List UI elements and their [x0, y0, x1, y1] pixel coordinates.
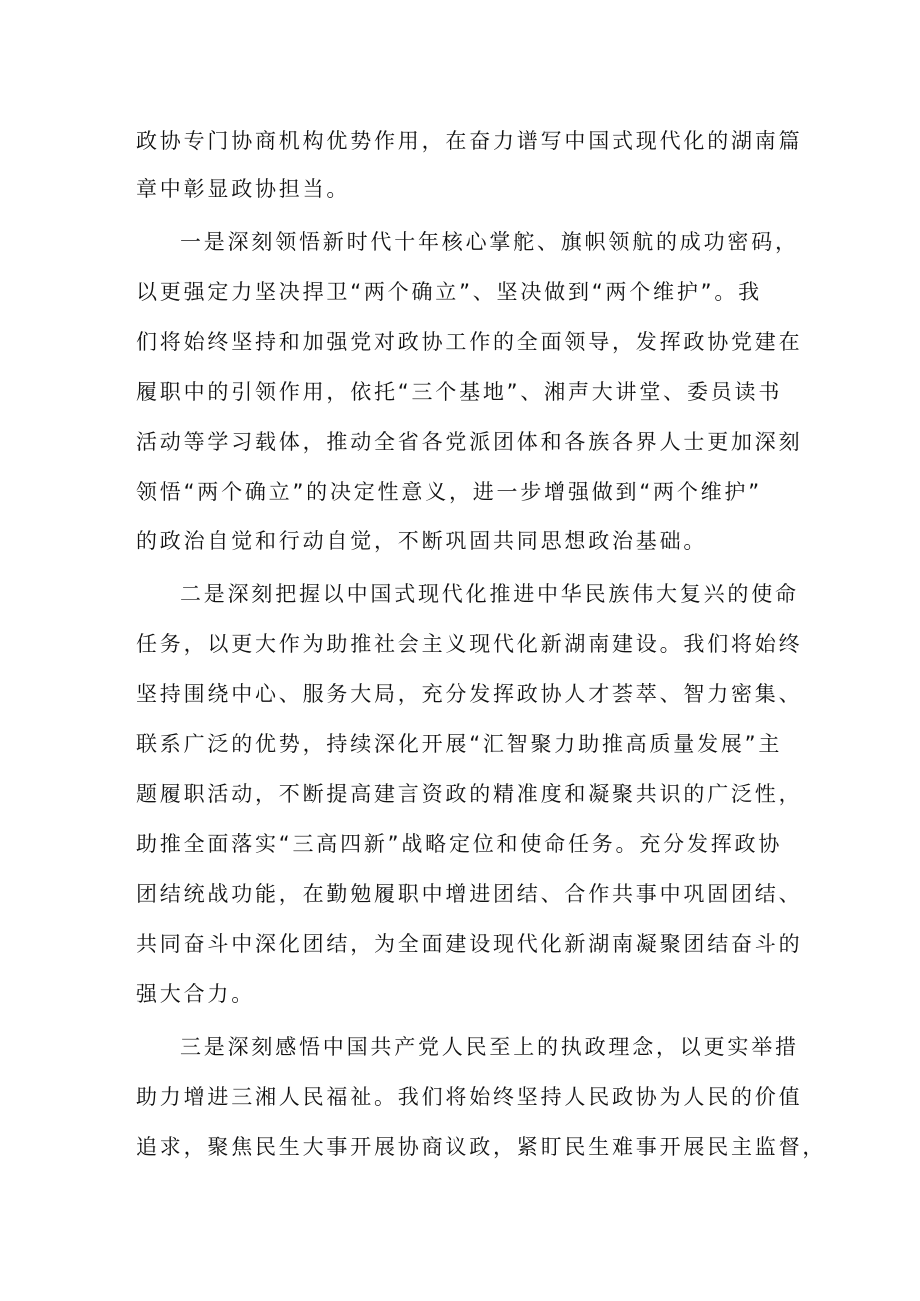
paragraph-3-line-8: 共同奋斗中深化团结，为全面建设现代化新湖南凝聚团结奋斗的 — [136, 932, 803, 956]
paragraph-4-line-3: 追求，聚焦民生大事开展协商议政，紧盯民生难事开展民主监督， — [136, 1135, 827, 1159]
paragraph-2-line-2: 以更强定力坚决捍卫“两个确立”、坚决做到“两个维护”。我 — [136, 280, 762, 304]
paragraph-1-line-2: 章中彰显政协担当。 — [136, 177, 351, 201]
paragraph-3-line-3: 坚持围绕中心、服务大局，充分发挥政协人才荟萃、智力密集、 — [136, 682, 803, 706]
paragraph-3-line-4: 联系广泛的优势，持续深化开展“汇智聚力助推高质量发展”主 — [136, 732, 783, 756]
paragraph-2-line-7: 的政治自觉和行动自觉，不断巩固共同思想政治基础。 — [136, 529, 708, 553]
paragraph-3-line-2: 任务，以更大作为助推社会主义现代化新湖南建设。我们将始终 — [136, 632, 803, 656]
paragraph-4-line-1: 三是深刻感悟中国共产党人民至上的执政理念，以更实举措 — [180, 1035, 799, 1059]
paragraph-2-line-6: 领悟“两个确立”的决定性意义，进一步增强做到“两个维护” — [136, 480, 762, 504]
paragraph-3-line-1: 二是深刻把握以中国式现代化推进中华民族伟大复兴的使命 — [180, 582, 799, 606]
paragraph-3-line-6: 助推全面落实“三高四新”战略定位和使命任务。充分发挥政协 — [136, 832, 783, 856]
paragraph-2-line-3: 们将始终坚持和加强党对政协工作的全面领导，发挥政协党建在 — [136, 330, 803, 354]
paragraph-3-line-9: 强大合力。 — [136, 982, 255, 1006]
paragraph-4-line-2: 助力增进三湘人民福祉。我们将始终坚持人民政协为人民的价值 — [136, 1085, 803, 1109]
paragraph-2-line-5: 活动等学习载体，推动全省各党派团体和各族各界人士更加深刻 — [136, 430, 803, 454]
paragraph-3-line-7: 团结统战功能，在勤勉履职中增进团结、合作共事中巩固团结、 — [136, 882, 803, 906]
paragraph-2-line-1: 一是深刻领悟新时代十年核心掌舵、旗帜领航的成功密码， — [180, 230, 799, 254]
paragraph-2-line-4: 履职中的引领作用，依托“三个基地”、湘声大讲堂、委员读书 — [136, 380, 783, 404]
paragraph-3-line-5: 题履职活动，不断提高建言资政的精准度和凝聚共识的广泛性， — [136, 782, 803, 806]
paragraph-1-line-1: 政协专门协商机构优势作用，在奋力谱写中国式现代化的湖南篇 — [136, 129, 803, 153]
